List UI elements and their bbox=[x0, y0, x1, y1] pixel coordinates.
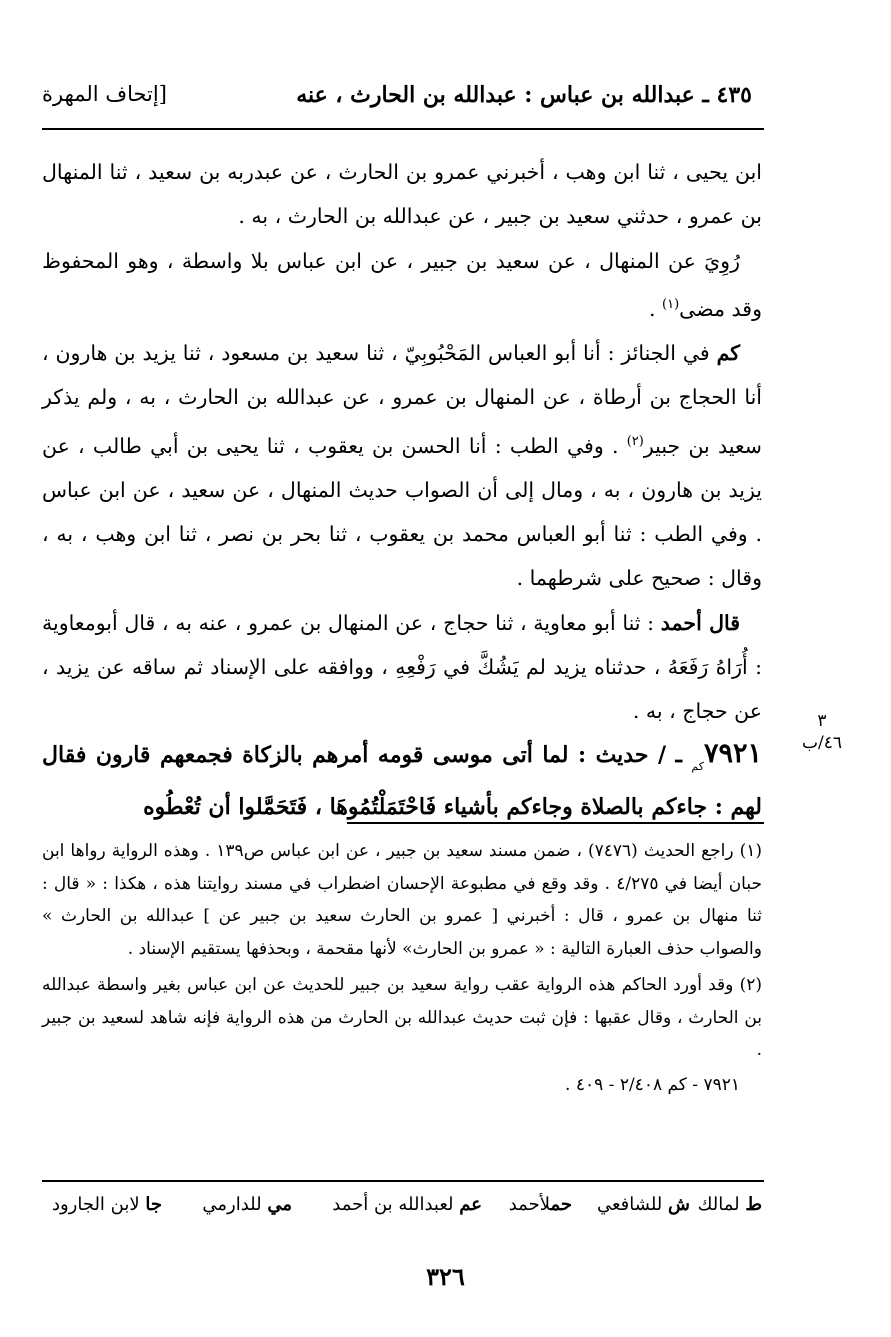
footnotes bbox=[42, 835, 762, 1101]
footnote-2: (٢) وقد أورد الحاكم هذه الرواية عقب رواية سعيد بن جبير للحديث عن ابن عباس بغير واسطة عبدالله بن الحارث ، وقال عقبها : فإن ثبت حديث عبدالله بن الحارث من هذه الرواية فإنه شاهد لسعيد بن جبير . bbox=[42, 975, 762, 1060]
running-header bbox=[42, 82, 762, 116]
footnote-rule bbox=[347, 822, 764, 824]
abbreviations-rule bbox=[42, 1180, 764, 1182]
paragraph-3: كم في الجنائز : أنا أبو العباس المَحْبُوبِيّ ، ثنا سعيد بن مسعود ، ثنا يزيد بن هارون ، أنا الحجاج بن أرطاة ، عن المنهال بن عمرو ، عن عبدالله بن الحارث ، به ، ولم يذكر سعيد بن جبير$^{(٢)}$ . وفي الطب : أنا الحسن بن يعقوب ، ثنا يحيى بن أبي طالب ، عن يزيد بن هارون ، به ، ومال إلى أن الصواب حديث المنهال ، عن سعيد ، عن ابن عباس . وفي الطب : ثنا أبو العباس محمد بن يعقوب ، ثنا بحر بن نصر ، ثنا ابن وهب ، به ، وقال : صحيح على شرطهما . bbox=[42, 341, 762, 591]
chapter-title: ٤٣٥ ـ عبدالله بن عباس : عبدالله بن الحارث ، عنه bbox=[296, 82, 752, 108]
book-title: [إتحاف المهرة bbox=[42, 82, 167, 106]
abbr-shafii: ش للشافعي bbox=[597, 1194, 690, 1215]
header-rule bbox=[42, 128, 764, 130]
margin-manuscript-ref bbox=[792, 710, 852, 754]
source-code: كم bbox=[716, 341, 740, 366]
paragraph-2: رُوِيَ عن المنهال ، عن سعيد بن جبير ، عن ابن عباس بلا واسطة ، وهو المحفوظ وقد مضى$^{(١)}$ . bbox=[42, 248, 762, 321]
paragraph-1: ابن يحيى ، ثنا ابن وهب ، أخبرني عمرو بن الحارث ، عن عبدربه بن سعيد ، ثنا المنهال بن عمرو ، حدثني سعيد بن جبير ، عن عبدالله بن الحارث ، به . bbox=[42, 160, 762, 229]
footnote-reference: ٧٩٢١ - كم ٢/٤٠٨ - ٤٠٩ . bbox=[565, 1074, 740, 1095]
main-text bbox=[42, 150, 762, 827]
abbreviations-legend bbox=[42, 1185, 762, 1225]
footnote-ref-1[interactable]: (١) bbox=[662, 296, 680, 312]
abbr-abdullah: عم لعبدالله بن أحمد bbox=[332, 1194, 482, 1215]
hadith-number: ٧٩٢١ bbox=[703, 737, 762, 769]
margin-line-1: ٣ bbox=[817, 711, 827, 731]
abbr-ahmad: حملأحمد bbox=[508, 1194, 572, 1215]
hadith-entry bbox=[42, 734, 762, 827]
abbr-ibn-jarud: جا لابن الجارود bbox=[51, 1194, 162, 1215]
hadith-text: ـ / حديث : لما أتى موسى قومه أمرهم بالزكاة فجمعهم قارون فقال لهم : جاءكم بالصلاة وجاءكم بأشياء فَاحْتَمَلْتُمُوهَا ، فَتَحَمَّلوا أن تُعْطُوه bbox=[42, 741, 762, 820]
hadith-source-code: كم bbox=[691, 759, 704, 773]
abbr-darimi: مي للدارمي bbox=[202, 1194, 292, 1215]
source-label: قال أحمد bbox=[660, 610, 741, 635]
abbr-malik: ط لمالك bbox=[697, 1194, 762, 1215]
margin-line-2: ٤٦/ب bbox=[802, 733, 842, 753]
paragraph-4: قال أحمد : ثنا أبو معاوية ، ثنا حجاج ، عن المنهال بن عمرو ، عنه به ، قال أبومعاوية : أُرَاهُ رَفَعَهُ ، حدثناه يزيد لم يَشُكَّ في رَفْعِهِ ، ووافقه على الإسناد ثم ساقه عن يزيد ، عن حجاج ، به . bbox=[42, 610, 762, 724]
page-number: ٣٢٦ bbox=[426, 1262, 465, 1291]
footnote-ref-2[interactable]: (٢) bbox=[626, 433, 644, 449]
footnote-1: (١) راجع الحديث (٧٤٧٦) ، ضمن مسند سعيد بن جبير ، عن ابن عباس ص١٣٩ . وهذه الرواية رواها ابن حبان أيضا في ٤/٢٧٥ . وقد وقع في مطبوعة الإحسان اضطراب في مسند روايتنا هذه ، هكذا : « قال : ثنا منهال بن عمرو ، قال : أخبرني [ عمرو بن الحارث سعيد بن جبير عن ] عبدالله بن الحارث » والصواب حذف العبارة التالية : « عمرو بن الحارث» لأنها مقحمة ، وبحذفها يستقيم الإسناد . bbox=[42, 841, 763, 959]
